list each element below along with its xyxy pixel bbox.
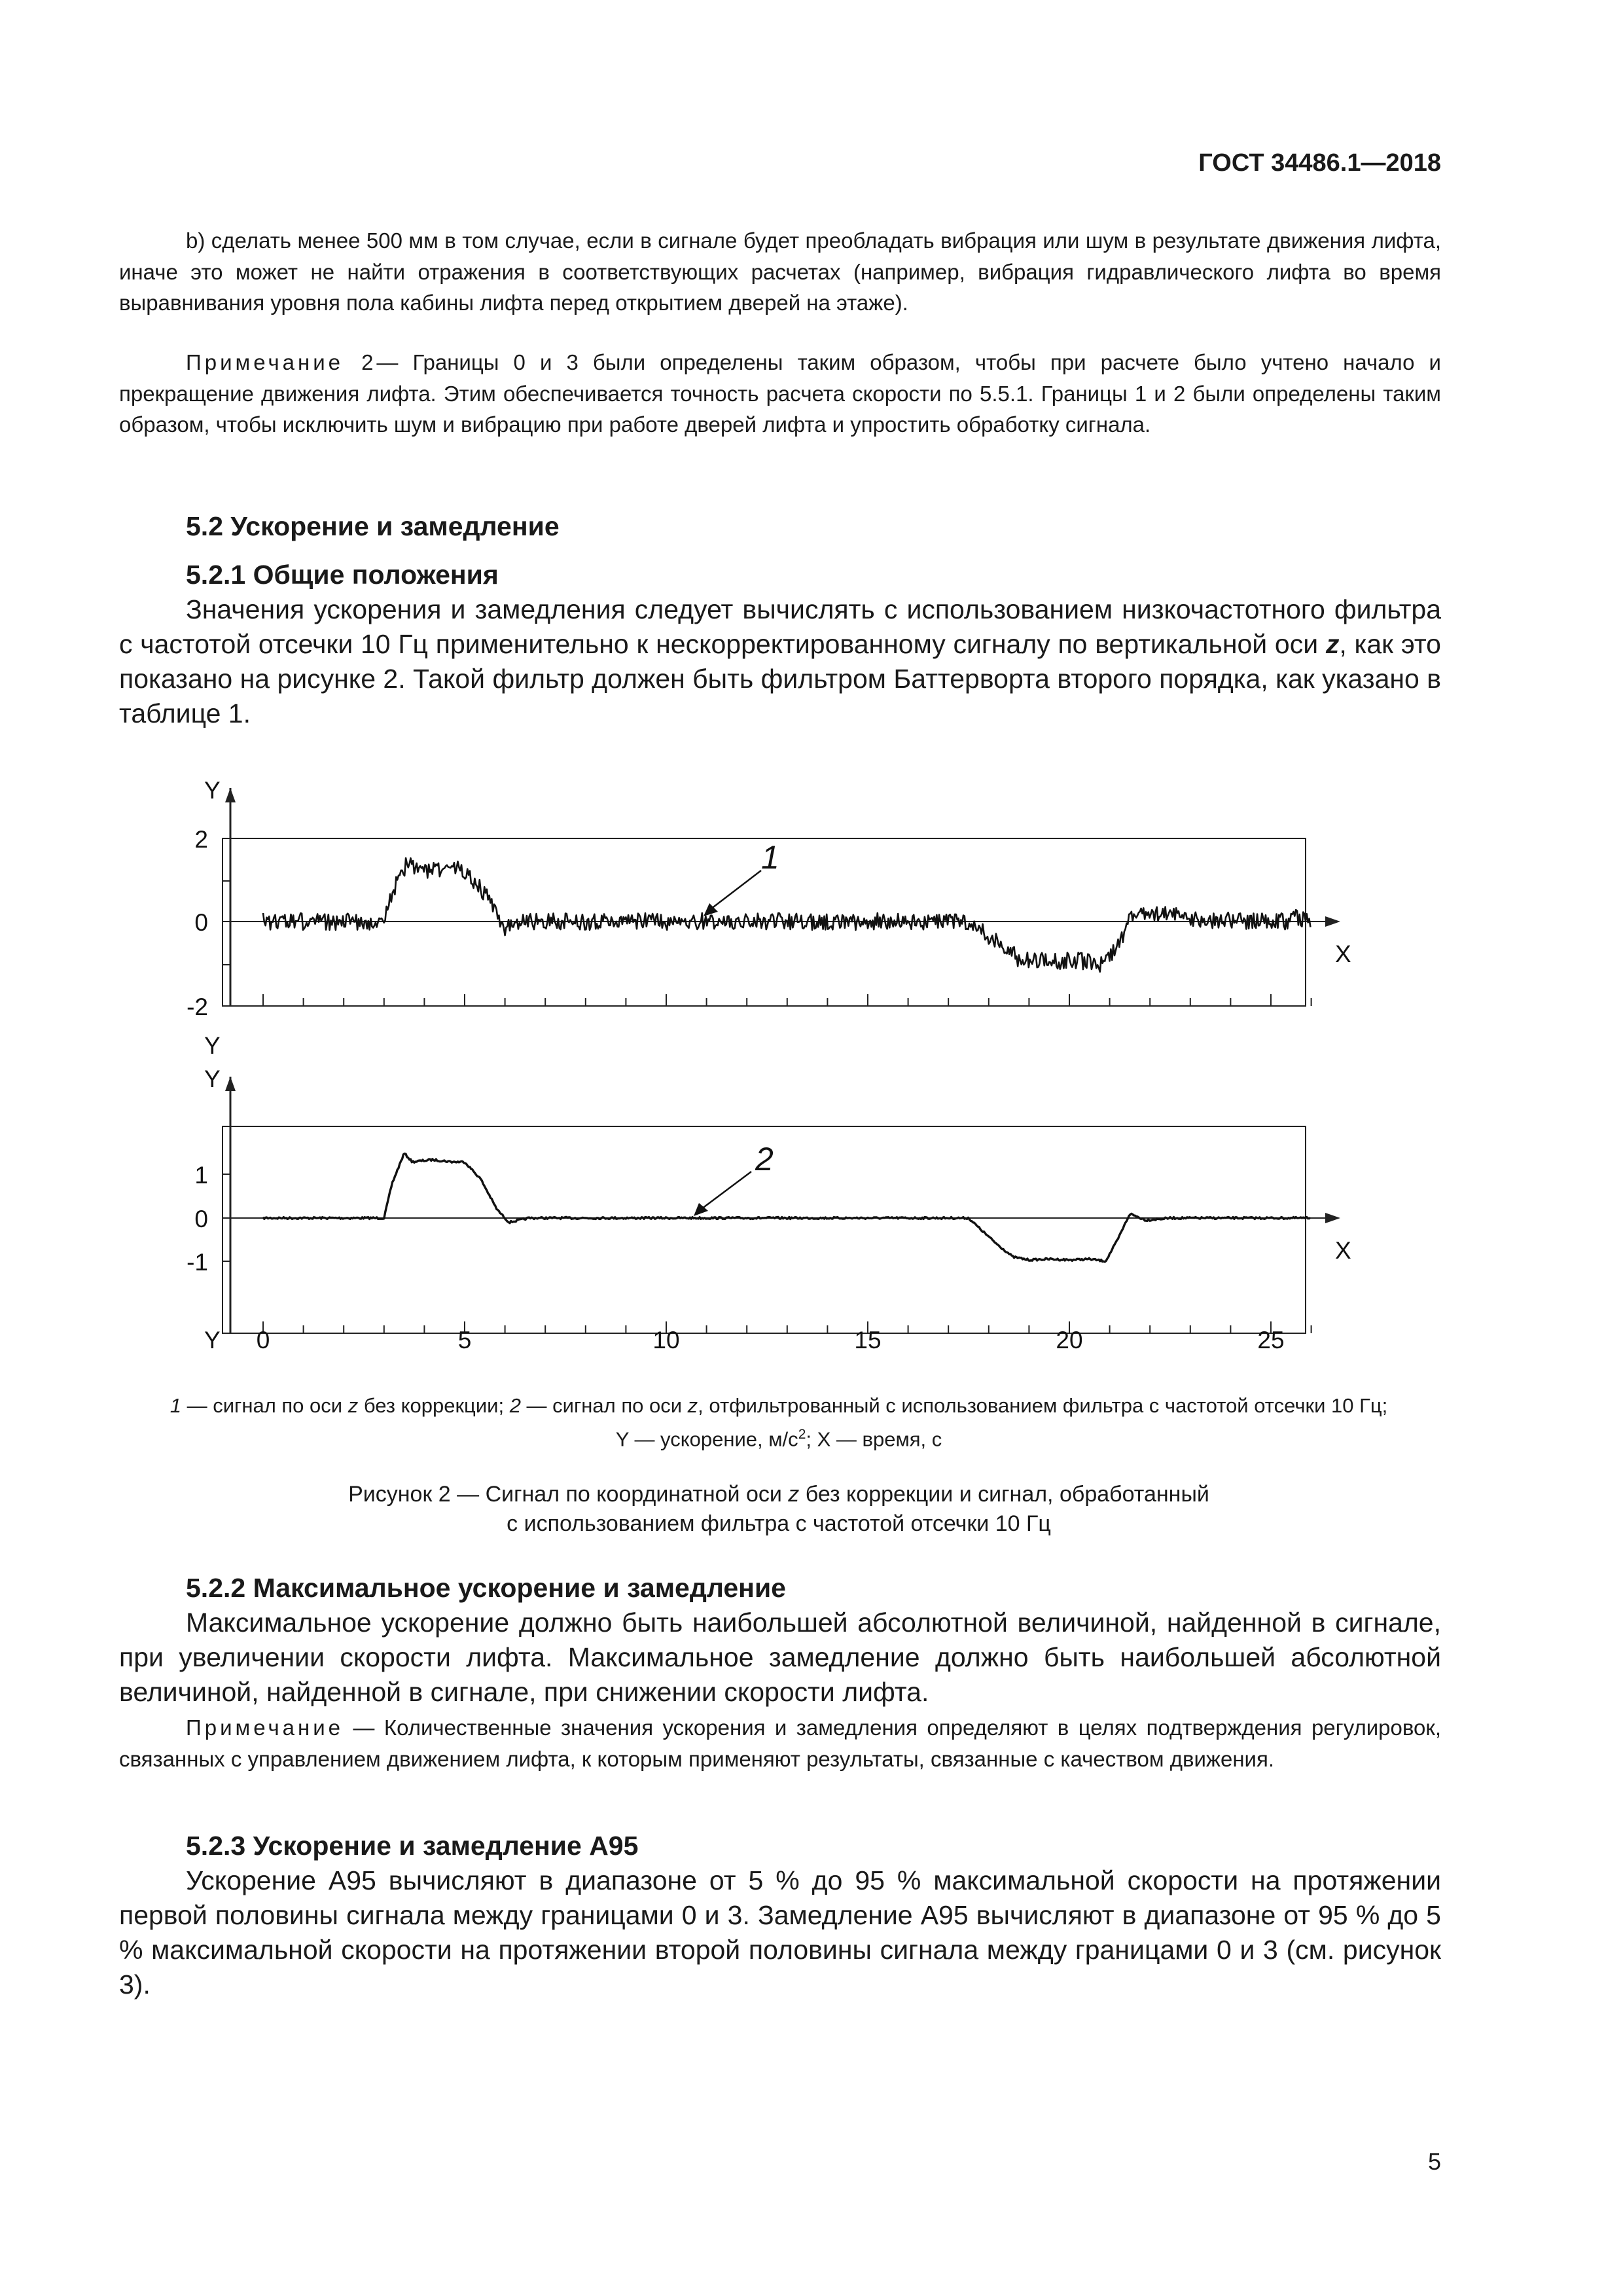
x-tick-label: 20 <box>1056 1327 1083 1354</box>
legend-text: ; X — время, с <box>806 1427 942 1451</box>
y-axis-label-bottom: Y <box>204 1327 221 1354</box>
caption-text: без коррекции и сигнал, обработанный <box>799 1482 1209 1507</box>
series-label-2: 2 <box>755 1141 774 1177</box>
y-tick-label: -1 <box>187 1249 208 1276</box>
section-5-2-title: 5.2 Ускорение и замедление <box>186 511 560 541</box>
x-tick-label: 10 <box>652 1327 680 1354</box>
x-tick-label: 5 <box>457 1327 472 1354</box>
legend-superscript: 2 <box>798 1427 806 1442</box>
legend-text: — сигнал по оси <box>520 1394 688 1417</box>
series-label-1: 1 <box>761 839 779 876</box>
figure-legend <box>105 1391 1453 1454</box>
legend-text: , отфильтрованный с использованием фильтра с частотой отсечки 10 Гц; <box>698 1394 1388 1417</box>
caption-z: z <box>788 1482 800 1507</box>
x-tick-label: 0 <box>256 1327 270 1354</box>
caption-line-1 <box>105 1480 1453 1509</box>
figure-2-chart <box>0 766 1623 1381</box>
section-5-2-3-title: 5.2.3 Ускорение и замедление А95 <box>186 1831 639 1861</box>
note-2 <box>119 347 1441 440</box>
chart-top-unfiltered <box>187 777 1351 1059</box>
section-5-2-1-paragraph <box>119 592 1441 731</box>
legend-line-2 <box>105 1420 1453 1454</box>
section-5-2-2-paragraph: Максимальное ускорение должно быть наибольшей абсолютной величиной, найденной в сигнале, при увеличении скорости лифта. Максимальное замедление должно быть наибольшей абсолютной величиной, найденной в сигнале, при снижении скорости лифта. <box>119 1607 1441 1707</box>
caption-text: Рисунок 2 — Сигнал по координатной оси <box>348 1482 789 1507</box>
legend-z: z <box>348 1394 359 1417</box>
series-leader-1 <box>708 870 761 911</box>
note-label: Примечание <box>186 1715 344 1740</box>
section-5-2-1-title: 5.2.1 Общие положения <box>186 560 499 590</box>
note-2-text: — Границы 0 и 3 были определены таким образом, чтобы при расчете было учтено начало и прекращение движения лифта. Этим обеспечивается точность расчета скорости по 5.5.1. Границы 1 и 2 были определены таким образом, чтобы исключить шум и вибрацию при работе дверей лифта и упростить обработку сигнала. <box>119 350 1441 437</box>
y-axis-label: Y <box>204 1066 221 1092</box>
y-tick-label: -2 <box>187 994 208 1020</box>
y-axis-arrow <box>225 1077 236 1091</box>
legend-number-2: 2 <box>509 1394 521 1417</box>
x-axis-arrow <box>1325 1213 1340 1223</box>
y-axis-label-lower: Y <box>204 1032 221 1059</box>
page-number: 5 <box>1427 2148 1441 2175</box>
y-axis-label: Y <box>204 777 221 804</box>
y-tick-label: 2 <box>194 826 208 853</box>
legend-z: z <box>687 1394 698 1417</box>
note-2-label: Примечание 2 <box>186 350 377 374</box>
x-axis-label: X <box>1335 941 1351 967</box>
legend-number-1: 1 <box>169 1394 181 1417</box>
legend-line-1 <box>105 1391 1453 1420</box>
x-axis-label: X <box>1335 1237 1351 1264</box>
document-code: ГОСТ 34486.1—2018 <box>1198 149 1441 177</box>
para-part: Значения ускорения и замедления следует вычислять с использованием низкочастотного фильтра с частотой отсечки 10 Гц применительно к нескорректированному сигналу по вертикальной оси <box>119 594 1441 659</box>
legend-text: без коррекции; <box>358 1394 510 1417</box>
signal-line <box>263 858 1310 972</box>
figure-caption <box>105 1480 1453 1539</box>
y-tick-label: 1 <box>194 1162 208 1189</box>
section-5-2-2-note <box>119 1712 1441 1774</box>
item-b-paragraph: b) сделать менее 500 мм в том случае, если в сигнале будет преобладать вибрация или шум в результате движения лифта, иначе это может не найти отражения в соответствующих расчетах (например, вибрация гидравлического лифта во время выравнивания уровня пола кабины лифта перед открытием дверей на этаже). <box>119 228 1441 315</box>
series-leader-2 <box>699 1172 751 1211</box>
legend-text: — сигнал по оси <box>181 1394 348 1417</box>
y-axis-arrow <box>225 788 236 802</box>
section-5-2-3-paragraph: Ускорение А95 вычисляют в диапазоне от 5 % до 95 % максимальной скорости на протяжении первой половины сигнала между границами 0 и 3. Замедление А95 вычисляют в диапазоне от 95 % до 5 % максимальной скорости на протяжении второй половины сигнала между границами 0 и 3 (см. рисунок 3). <box>119 1865 1441 2000</box>
x-axis-arrow <box>1325 916 1340 927</box>
y-tick-label: 0 <box>194 1206 208 1232</box>
y-tick-label: 0 <box>194 909 208 936</box>
x-tick-label: 15 <box>854 1327 882 1354</box>
note-text: — Количественные значения ускорения и замедления определяют в целях подтверждения регулировок, связанных с управлением движением лифта, к которым применяют результаты, связанные с качеством движения. <box>119 1715 1441 1771</box>
caption-line-2: с использованием фильтра с частотой отсечки 10 Гц <box>507 1511 1051 1536</box>
section-5-2-2-title: 5.2.2 Максимальное ускорение и замедление <box>186 1573 786 1603</box>
chart-bottom-filtered <box>187 1066 1351 1354</box>
x-tick-label: 25 <box>1257 1327 1285 1354</box>
signal-line <box>263 1154 1310 1262</box>
para-part: , как это показано на рисунке 2. Такой фильтр должен быть фильтром Баттерворта второго порядка, как указано в таблице 1. <box>119 629 1441 728</box>
legend-text: Y — ускорение, м/с <box>615 1427 798 1451</box>
axis-z: z <box>1325 629 1340 659</box>
